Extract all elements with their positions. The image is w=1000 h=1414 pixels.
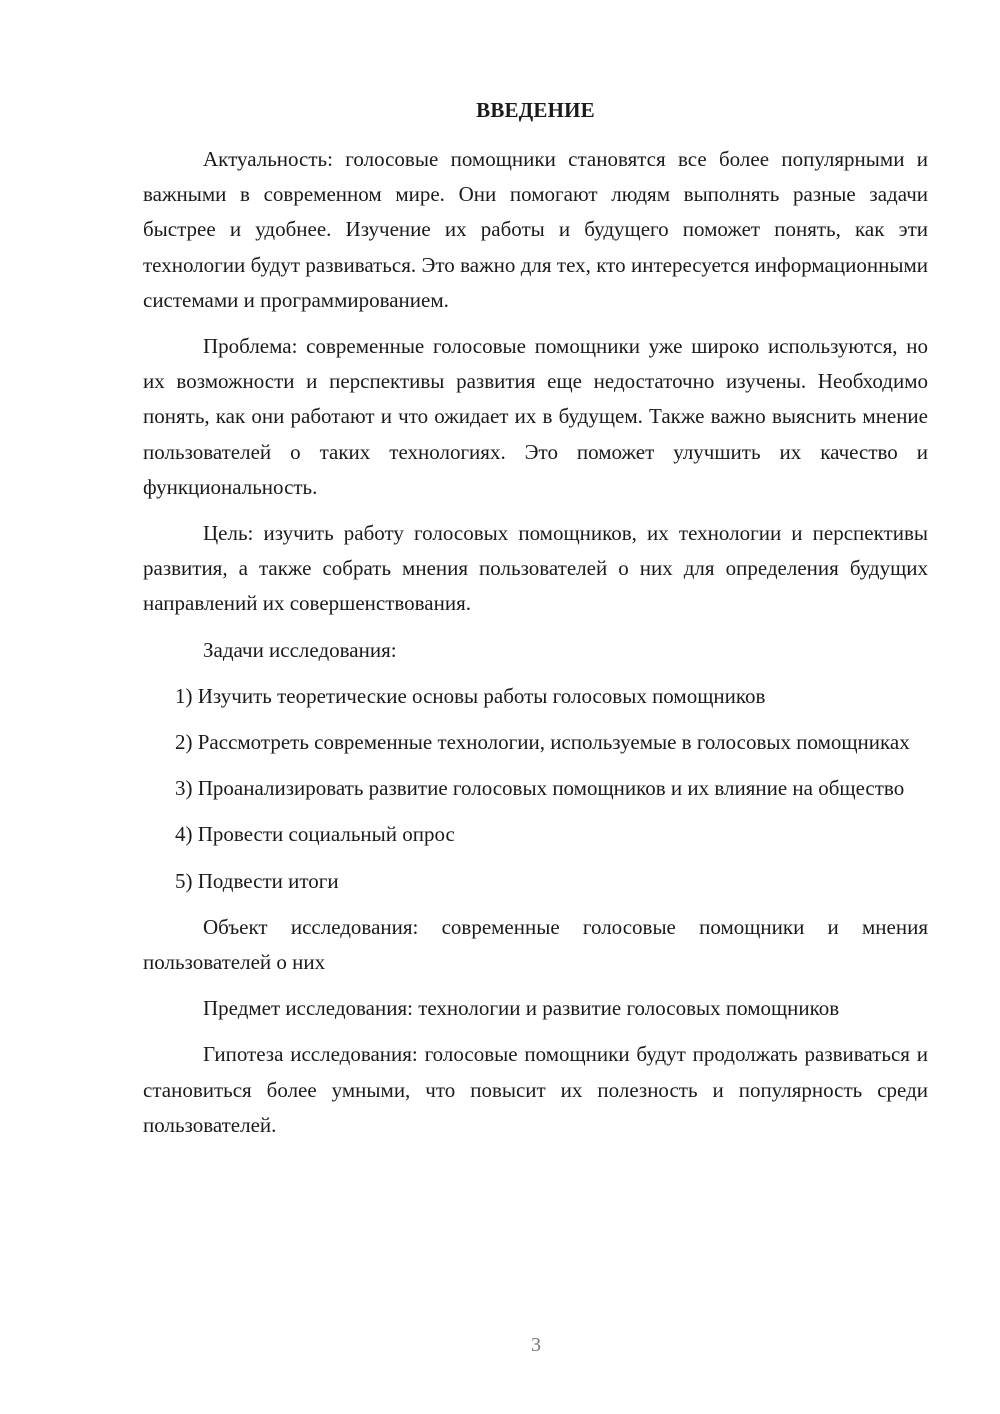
task-item-1: 1) Изучить теоретические основы работы голосовых помощников bbox=[175, 683, 766, 708]
task-item-3: 3) Проанализировать развитие голосовых помощников и их влияние на общество bbox=[175, 776, 905, 801]
page-number: 3 bbox=[531, 1334, 541, 1356]
task-item-4: 4) Провести социальный опрос bbox=[175, 822, 455, 847]
paragraph-object: Объект исследования: современные голосовые помощники и мнения пользователей о них bbox=[143, 914, 928, 975]
task-item-2: 2) Рассмотреть современные технологии, используемые в голосовых помощниках bbox=[175, 730, 910, 755]
paragraph-relevance: Актуальность: голосовые помощники становятся все более популярными и важными в современном мире. Они помогают людям выполнять разные задачи быстрее и удобнее. Изучение их работы и будущего поможет понять, как эти технологии будут развиваться. Это важно для тех, кто интересуется информационными системами и программированием. bbox=[143, 147, 928, 312]
paragraph-hypothesis: Гипотеза исследования: голосовые помощники будут продолжать развиваться и становиться более умными, что повысит их полезность и популярность среди пользователей. bbox=[143, 1042, 928, 1137]
task-item-5: 5) Подвести итоги bbox=[175, 868, 339, 893]
section-title: ВВЕДЕНИЕ bbox=[476, 98, 595, 122]
paragraph-goal: Цель: изучить работу голосовых помощников, их технологии и перспективы развития, а также собрать мнения пользователей о них для определения будущих направлений их совершенствования. bbox=[143, 521, 928, 616]
paragraph-subject: Предмет исследования: технологии и развитие голосовых помощников bbox=[203, 996, 840, 1021]
document-body bbox=[143, 142, 928, 1154]
paragraph-problem: Проблема: современные голосовые помощники уже широко используются, но их возможности и перспективы развития еще недостаточно изучены. Необходимо понять, как они работают и что ожидает их в будущем. Также важно выяснить мнение пользователей о таких технологиях. Это поможет улучшить их качество и функциональность. bbox=[143, 334, 928, 499]
paragraph-tasks-heading: Задачи исследования: bbox=[203, 637, 397, 662]
